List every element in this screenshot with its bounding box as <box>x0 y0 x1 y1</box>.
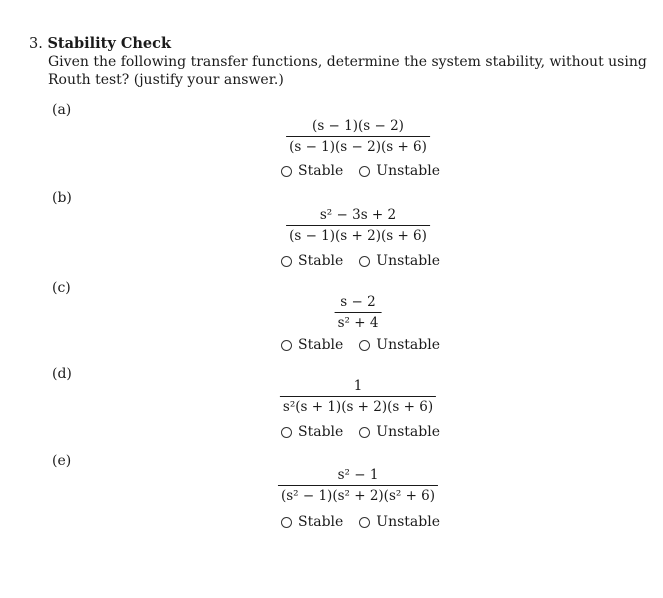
transfer-function <box>280 377 436 416</box>
numerator: s − 2 <box>340 294 376 310</box>
unstable-label: Unstable <box>376 514 440 530</box>
stability-options <box>281 162 440 180</box>
stable-option[interactable] <box>281 513 343 531</box>
stable-label: Stable <box>298 514 344 530</box>
fraction-bar <box>286 136 430 137</box>
stable-label: Stable <box>298 253 344 269</box>
radio-button[interactable] <box>359 427 370 438</box>
radio-button[interactable] <box>359 340 370 351</box>
denominator: (s − 1)(s − 2)(s + 6) <box>289 139 427 155</box>
stability-options <box>281 513 440 531</box>
numerator: s² − 1 <box>337 467 379 483</box>
unstable-option[interactable] <box>359 162 440 180</box>
numerator: s² − 3s + 2 <box>319 207 397 223</box>
radio-button[interactable] <box>281 427 292 438</box>
fraction-bar <box>278 485 438 486</box>
unstable-option[interactable] <box>359 336 440 354</box>
stable-option[interactable] <box>281 336 343 354</box>
unstable-label: Unstable <box>376 253 440 269</box>
stable-option[interactable] <box>281 252 343 270</box>
part-label: (d) <box>52 366 72 382</box>
fraction-bar <box>280 396 436 397</box>
part-label: (c) <box>52 280 71 296</box>
part-label: (e) <box>52 453 72 469</box>
transfer-function <box>286 206 430 245</box>
radio-button[interactable] <box>281 340 292 351</box>
denominator: s² + 4 <box>337 315 379 331</box>
question-body: Given the following transfer functions, determine the system stability, without using Routh test? (justify your answer.) <box>48 54 647 88</box>
stability-options <box>281 336 440 354</box>
denominator: s²(s + 1)(s + 2)(s + 6) <box>282 399 434 415</box>
denominator: (s − 1)(s + 2)(s + 6) <box>289 228 427 244</box>
question-number: 3. <box>29 36 43 52</box>
unstable-label: Unstable <box>376 163 440 179</box>
unstable-option[interactable] <box>359 513 440 531</box>
unstable-option[interactable] <box>359 423 440 441</box>
stable-option[interactable] <box>281 162 343 180</box>
radio-button[interactable] <box>359 256 370 267</box>
stable-label: Stable <box>298 337 344 353</box>
transfer-function <box>278 466 438 505</box>
stability-options <box>281 423 440 441</box>
denominator: (s² − 1)(s² + 2)(s² + 6) <box>280 488 436 504</box>
stable-label: Stable <box>298 424 344 440</box>
part-label: (b) <box>52 190 72 206</box>
stable-option[interactable] <box>281 423 343 441</box>
fraction-bar <box>335 312 382 313</box>
radio-button[interactable] <box>281 256 292 267</box>
part-label: (a) <box>52 102 72 118</box>
radio-button[interactable] <box>359 166 370 177</box>
unstable-label: Unstable <box>376 424 440 440</box>
transfer-function <box>286 117 430 156</box>
numerator: 1 <box>353 378 363 394</box>
radio-button[interactable] <box>281 166 292 177</box>
stable-label: Stable <box>298 163 344 179</box>
transfer-function <box>335 293 382 332</box>
question-heading <box>29 35 171 53</box>
radio-button[interactable] <box>281 517 292 528</box>
unstable-option[interactable] <box>359 252 440 270</box>
stability-options <box>281 252 440 270</box>
radio-button[interactable] <box>359 517 370 528</box>
numerator: (s − 1)(s − 2) <box>312 118 404 134</box>
question-title: Stability Check <box>47 35 172 52</box>
fraction-bar <box>286 225 430 226</box>
unstable-label: Unstable <box>376 337 440 353</box>
